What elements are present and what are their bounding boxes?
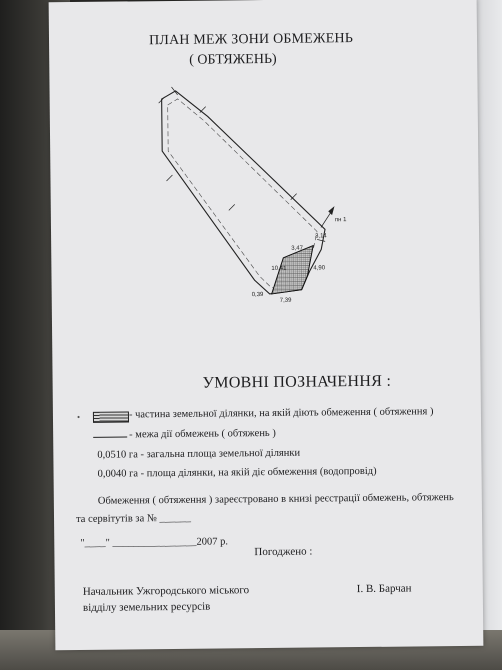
plan-subtitle: ( ОБТЯЖЕНЬ) <box>189 51 277 68</box>
plan-title: ПЛАН МЕЖ ЗОНИ ОБМЕЖЕНЬ <box>148 31 354 49</box>
legend-line-swatch <box>93 436 127 437</box>
dim-label-3: 10,41 <box>271 265 287 272</box>
agreed-label: Погоджено : <box>254 545 313 559</box>
dim-label-5: 0,39 <box>251 292 264 299</box>
legend-item-total-area: 0,0510 га - загальна площа земельної ділянки <box>97 447 301 461</box>
north-label: пн 1 <box>334 217 347 224</box>
boundary-ticks <box>159 85 326 243</box>
north-arrow-icon <box>321 207 334 227</box>
margin-mark: • <box>76 411 81 422</box>
legend-hatch-swatch <box>93 411 129 422</box>
dim-label-6: 7,39 <box>279 297 292 304</box>
signatory-name: І. В. Барчан <box>356 582 412 596</box>
legend-item-restricted-area-size: 0,0040 га - площа ділянки, на якій діє обмеження (водопровід) <box>97 465 377 480</box>
registration-text: Обмеження ( обтяження ) зареєстровано в книзі реєстрації обмежень, обтяжень <box>97 492 454 507</box>
dim-label-4: 4,90 <box>313 265 326 272</box>
document-page <box>49 0 484 650</box>
date-line: "____" ________________2007 р. <box>80 536 229 549</box>
legend-item-restricted-area: - частина земельної ділянки, на якій діють обмеження ( обтяження ) <box>128 406 434 421</box>
dim-label-1: 3,14 <box>315 233 327 240</box>
signatory-title-line2: відділу земельних ресурсів <box>82 600 211 614</box>
registration-number-line: та сервітутів за № ______ <box>75 512 192 525</box>
dim-label-2: 3,47 <box>291 245 303 252</box>
legend-title: УМОВНІ ПОЗНАЧЕННЯ : <box>202 372 392 392</box>
boundary-plan-drawing <box>49 0 481 362</box>
signatory-title-line1: Начальник Ужгородського міського <box>82 584 250 598</box>
legend-item-boundary-line: - межа дії обмежень ( обтяжень ) <box>129 427 276 441</box>
